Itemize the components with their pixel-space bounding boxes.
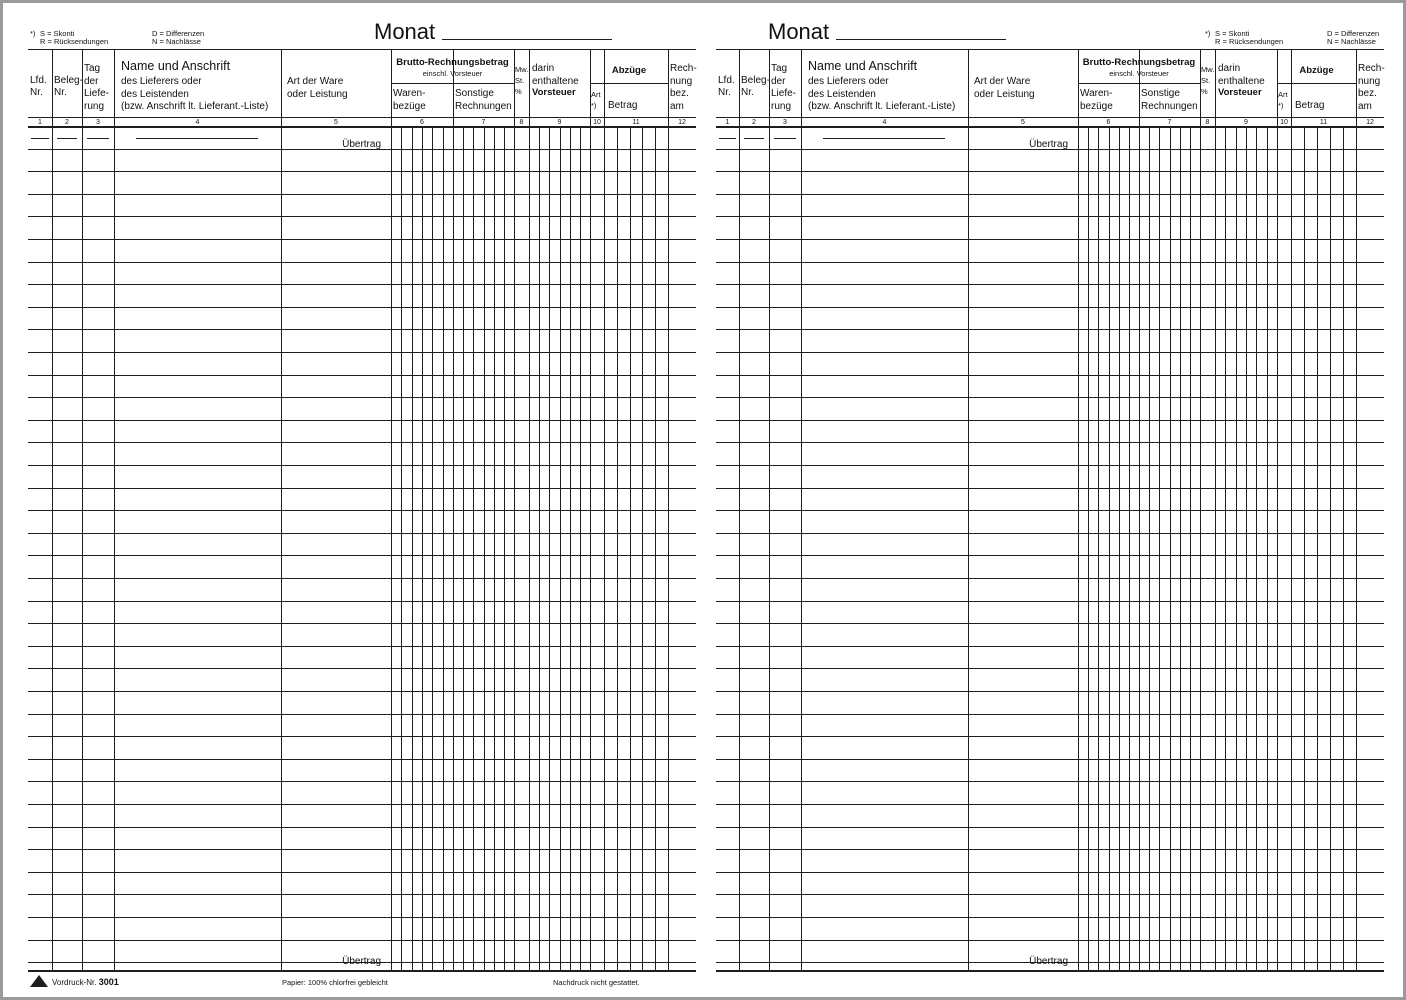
header-darin-enthaltene: enthaltene [532,75,579,87]
header-beleg-nr: Beleg- [741,75,770,86]
header-warenbezuege: Waren- [393,88,426,99]
digit-grid-line [655,126,656,970]
digit-grid-line [1246,126,1247,970]
row-line [716,668,1384,669]
digit-grid-line [1225,126,1226,970]
form-number-label: Vordruck-Nr. [52,978,99,987]
header-rechnung-bezahlt-am: bez. [1358,88,1377,99]
column-number: 4 [195,118,200,126]
header-beleg-nr: Nr. [741,87,754,98]
row-line [28,329,696,330]
row-line [716,691,1384,692]
row-line [716,533,1384,534]
row-line [716,578,1384,579]
row-line [28,940,696,941]
month-title: Monat [374,19,436,44]
header-sonstige-rechnungen: Sonstige [455,88,494,99]
header-name-details: (bzw. Anschrift lt. Lieferant.-Liste) [808,101,956,112]
row-line [28,668,696,669]
row-line [28,216,696,217]
header-lfd-nr: Lfd. [718,75,735,86]
header-rechnung-bezahlt-am: Rech- [1358,63,1385,74]
first-row-dash [87,138,109,139]
legend-skonti: S = Skonti [40,29,75,38]
row-line [28,533,696,534]
header-mwst: % [515,87,522,96]
header-top-rule [716,49,1384,50]
carry-forward-bottom: Übertrag [1029,956,1068,967]
header-rechnung-bezahlt-am: bez. [670,88,689,99]
column-number: 2 [65,118,69,126]
first-row-dash [744,138,764,139]
header-tag-der-lieferung: Tag [84,63,101,74]
legend-differenzen: D = Differenzen [1327,29,1380,38]
header-darin-enthaltene: darin [1218,63,1241,74]
column-number: 12 [678,118,686,126]
digit-grid-line [570,126,571,970]
row-line [28,262,696,263]
row-line [716,329,1384,330]
header-mwst: Mw. [1201,65,1215,74]
reprint-note: Nachdruck nicht gestattet. [553,978,640,987]
column-number: 11 [632,118,640,126]
digit-grid-line [549,126,550,970]
header-brutto-title: Brutto-Rechnungsbetrag [396,57,509,68]
digit-grid-line [1190,126,1191,970]
digit-grid-line [539,126,540,970]
header-art-der-ware: oder Leistung [287,88,348,100]
row-line [716,849,1384,850]
row-line [28,601,696,602]
row-line [716,759,1384,760]
digit-grid-line [1267,126,1268,970]
row-line [716,375,1384,376]
column-number: 9 [557,118,562,126]
header-mwst: St. [515,76,525,85]
column-number: 4 [882,118,887,126]
header-tag-der-lieferung: rung [771,100,792,112]
row-line [716,442,1384,443]
column-number: 6 [1106,118,1111,126]
digit-grid-line [401,126,402,970]
header-lfd-nr: Nr. [30,87,43,98]
row-line [716,940,1384,941]
digit-grid-line [1170,126,1171,970]
month-title: Monat [768,19,830,44]
column-number: 11 [1319,118,1328,126]
digit-grid-line [642,126,643,970]
row-line [28,827,696,828]
digit-grid-line [617,126,618,970]
column-number: 1 [38,118,42,126]
row-line [716,623,1384,624]
header-abzuege: Abzüge [1299,65,1334,76]
digit-grid-line [1088,126,1089,970]
digit-grid-line [560,126,561,970]
first-row-dash [31,138,49,139]
row-line [716,465,1384,466]
digit-grid-line [1149,126,1150,970]
header-abzuege-art: *) [1278,101,1284,110]
row-line [28,894,696,895]
carry-forward-bottom: Übertrag [342,956,381,967]
bottom-rule [28,970,696,972]
row-line [716,397,1384,398]
row-line [716,307,1384,308]
digit-grid-line [1098,126,1099,970]
first-row-dash [823,138,945,139]
row-line [28,917,696,918]
column-number: 7 [1167,118,1172,126]
header-mwst: % [1201,87,1208,96]
header-tag-der-lieferung: Liefe- [771,88,797,99]
row-line [28,736,696,737]
digit-grid-line [1317,126,1318,970]
header-sonstige-rechnungen: Rechnungen [1141,100,1198,112]
digit-grid-line [1304,126,1305,970]
row-line [716,646,1384,647]
header-mwst: St. [1201,76,1211,85]
carry-forward-top: Übertrag [342,139,381,150]
row-line [716,601,1384,602]
column-number: 10 [1280,118,1288,126]
body-top-rule [28,126,696,128]
legend-nachlaesse: N = Nachlässe [1327,37,1376,46]
header-name-anschrift: Name und Anschrift [121,59,231,73]
row-line [28,872,696,873]
digit-grid-line [630,126,631,970]
row-line [716,781,1384,782]
column-number: 6 [420,118,424,126]
bottom-rule [716,970,1384,972]
header-brutto-title: Brutto-Rechnungsbetrag [1082,57,1196,68]
row-line [716,827,1384,828]
digit-grid-line [484,126,485,970]
header-lfd-nr: Nr. [718,87,731,98]
header-sonstige-rechnungen: Sonstige [1141,88,1180,99]
digit-grid-line [504,126,505,970]
row-line [716,239,1384,240]
legend-ruecksendungen: R = Rücksendungen [40,37,109,46]
digit-grid-line [463,126,464,970]
header-name-details: des Lieferers oder [808,76,889,87]
row-line [28,284,696,285]
row-line [716,420,1384,421]
digit-grid-line [1236,126,1237,970]
header-tag-der-lieferung: Tag [771,63,788,74]
row-line [28,714,696,715]
row-line [28,804,696,805]
row-line [28,442,696,443]
header-brutto-subtitle: einschl. Vorsteuer [422,69,483,78]
column-number: 8 [519,118,524,126]
column-number: 10 [593,118,601,126]
row-line [28,510,696,511]
digit-grid-line [443,126,444,970]
row-line [28,352,696,353]
header-name-anschrift: Name und Anschrift [808,59,918,73]
paper-note: Papier: 100% chlorfrei gebleicht [282,978,388,987]
digit-grid-line [1180,126,1181,970]
row-line [716,736,1384,737]
digit-grid-line [580,126,581,970]
column-number: 5 [1021,118,1025,126]
row-line [28,623,696,624]
header-vorsteuer: Vorsteuer [1218,87,1262,98]
form-number [52,978,119,988]
month-underline [836,39,1006,40]
row-line [716,714,1384,715]
row-line [716,262,1384,263]
digit-grid-line [412,126,413,970]
column-number: 1 [725,118,730,126]
row-line [28,555,696,556]
header-warenbezuege: Waren- [1080,88,1113,99]
row-line [716,804,1384,805]
row-line [28,397,696,398]
row-line [716,194,1384,195]
header-darin-enthaltene: darin [532,63,555,74]
header-vorsteuer: Vorsteuer [532,87,576,98]
header-tag-der-lieferung: der [84,75,99,87]
digit-grid-line [1256,126,1257,970]
header-tag-der-lieferung: der [771,75,786,87]
header-abzuege-betrag: Betrag [1295,100,1325,111]
column-number: 9 [1244,118,1248,126]
header-warenbezuege: bezüge [393,100,426,112]
digit-grid-line [1129,126,1130,970]
row-line [28,194,696,195]
row-line [28,578,696,579]
body-top-rule [716,126,1384,128]
header-rechnung-bezahlt-am: am [670,100,684,112]
header-art-der-ware: Art der Ware [287,76,344,87]
row-line [28,691,696,692]
header-mwst: Mw. [515,65,529,74]
column-number: 12 [1366,118,1374,126]
row-line [716,510,1384,511]
legend-differenzen: D = Differenzen [152,29,205,38]
carry-forward-top: Übertrag [1029,139,1068,150]
column-number: 2 [752,118,756,126]
header-abzuege: Abzüge [611,65,647,76]
first-row-dash [57,138,77,139]
header-abzuege-art: Art [591,90,601,99]
first-row-dash [719,138,736,139]
row-line [716,216,1384,217]
header-rechnung-bezahlt-am: nung [670,75,693,87]
digit-grid-line [1330,126,1331,970]
header-rechnung-bezahlt-am: nung [1358,75,1381,87]
header-name-details: (bzw. Anschrift lt. Lieferant.-Liste) [121,101,269,112]
abzuege-subheader-rule [1277,83,1356,84]
header-top-rule [28,49,696,50]
legend-ruecksendungen: R = Rücksendungen [1215,37,1284,46]
row-line [716,555,1384,556]
month-underline [442,39,612,40]
header-brutto-subtitle: einschl. Vorsteuer [1109,69,1169,78]
row-line [28,375,696,376]
row-line [716,171,1384,172]
digit-grid-line [1119,126,1120,970]
legend-marker: *) [30,29,36,38]
first-row-dash [136,138,258,139]
column-number: 3 [783,118,787,126]
row-line [716,894,1384,895]
digit-grid-line [473,126,474,970]
header-tag-der-lieferung: Liefe- [84,88,110,99]
row-line [28,759,696,760]
row-line [28,465,696,466]
first-row-dash [774,138,796,139]
header-art-der-ware: Art der Ware [974,76,1031,87]
header-warenbezuege: bezüge [1080,100,1113,112]
header-lfd-nr: Lfd. [30,75,47,86]
row-line [28,420,696,421]
row-line [716,284,1384,285]
abzuege-subheader-rule [590,83,668,84]
header-beleg-nr: Nr. [54,87,67,98]
column-number: 7 [481,118,486,126]
digit-grid-line [494,126,495,970]
column-number: 3 [96,118,100,126]
legend-marker: *) [1205,29,1211,38]
header-name-details: des Lieferers oder [121,76,202,87]
header-rechnung-bezahlt-am: am [1358,100,1372,112]
legend-nachlaesse: N = Nachlässe [152,37,201,46]
row-line [28,307,696,308]
row-line [716,872,1384,873]
row-line [716,917,1384,918]
header-art-der-ware: oder Leistung [974,88,1035,100]
row-line [716,352,1384,353]
header-darin-enthaltene: enthaltene [1218,75,1265,87]
legend-skonti: S = Skonti [1215,29,1250,38]
row-line [28,239,696,240]
digit-grid-line [1159,126,1160,970]
row-line [28,781,696,782]
column-number: 8 [1205,118,1210,126]
header-rechnung-bezahlt-am: Rech- [670,63,697,74]
digit-grid-line [432,126,433,970]
header-beleg-nr: Beleg- [54,75,83,86]
header-abzuege-art: *) [591,101,597,110]
header-sonstige-rechnungen: Rechnungen [455,100,512,112]
row-line [28,488,696,489]
header-name-details: des Leistenden [808,88,876,100]
column-number: 5 [334,118,338,126]
header-name-details: des Leistenden [121,88,189,100]
digit-grid-line [422,126,423,970]
header-abzuege-betrag: Betrag [608,100,638,111]
publisher-logo-icon [30,975,48,987]
header-abzuege-art: Art [1278,90,1288,99]
row-line [28,171,696,172]
row-line [716,488,1384,489]
form-number-value: 3001 [98,977,119,987]
digit-grid-line [1109,126,1110,970]
row-line [28,646,696,647]
header-tag-der-lieferung: rung [84,100,105,112]
row-line [28,849,696,850]
digit-grid-line [1343,126,1344,970]
